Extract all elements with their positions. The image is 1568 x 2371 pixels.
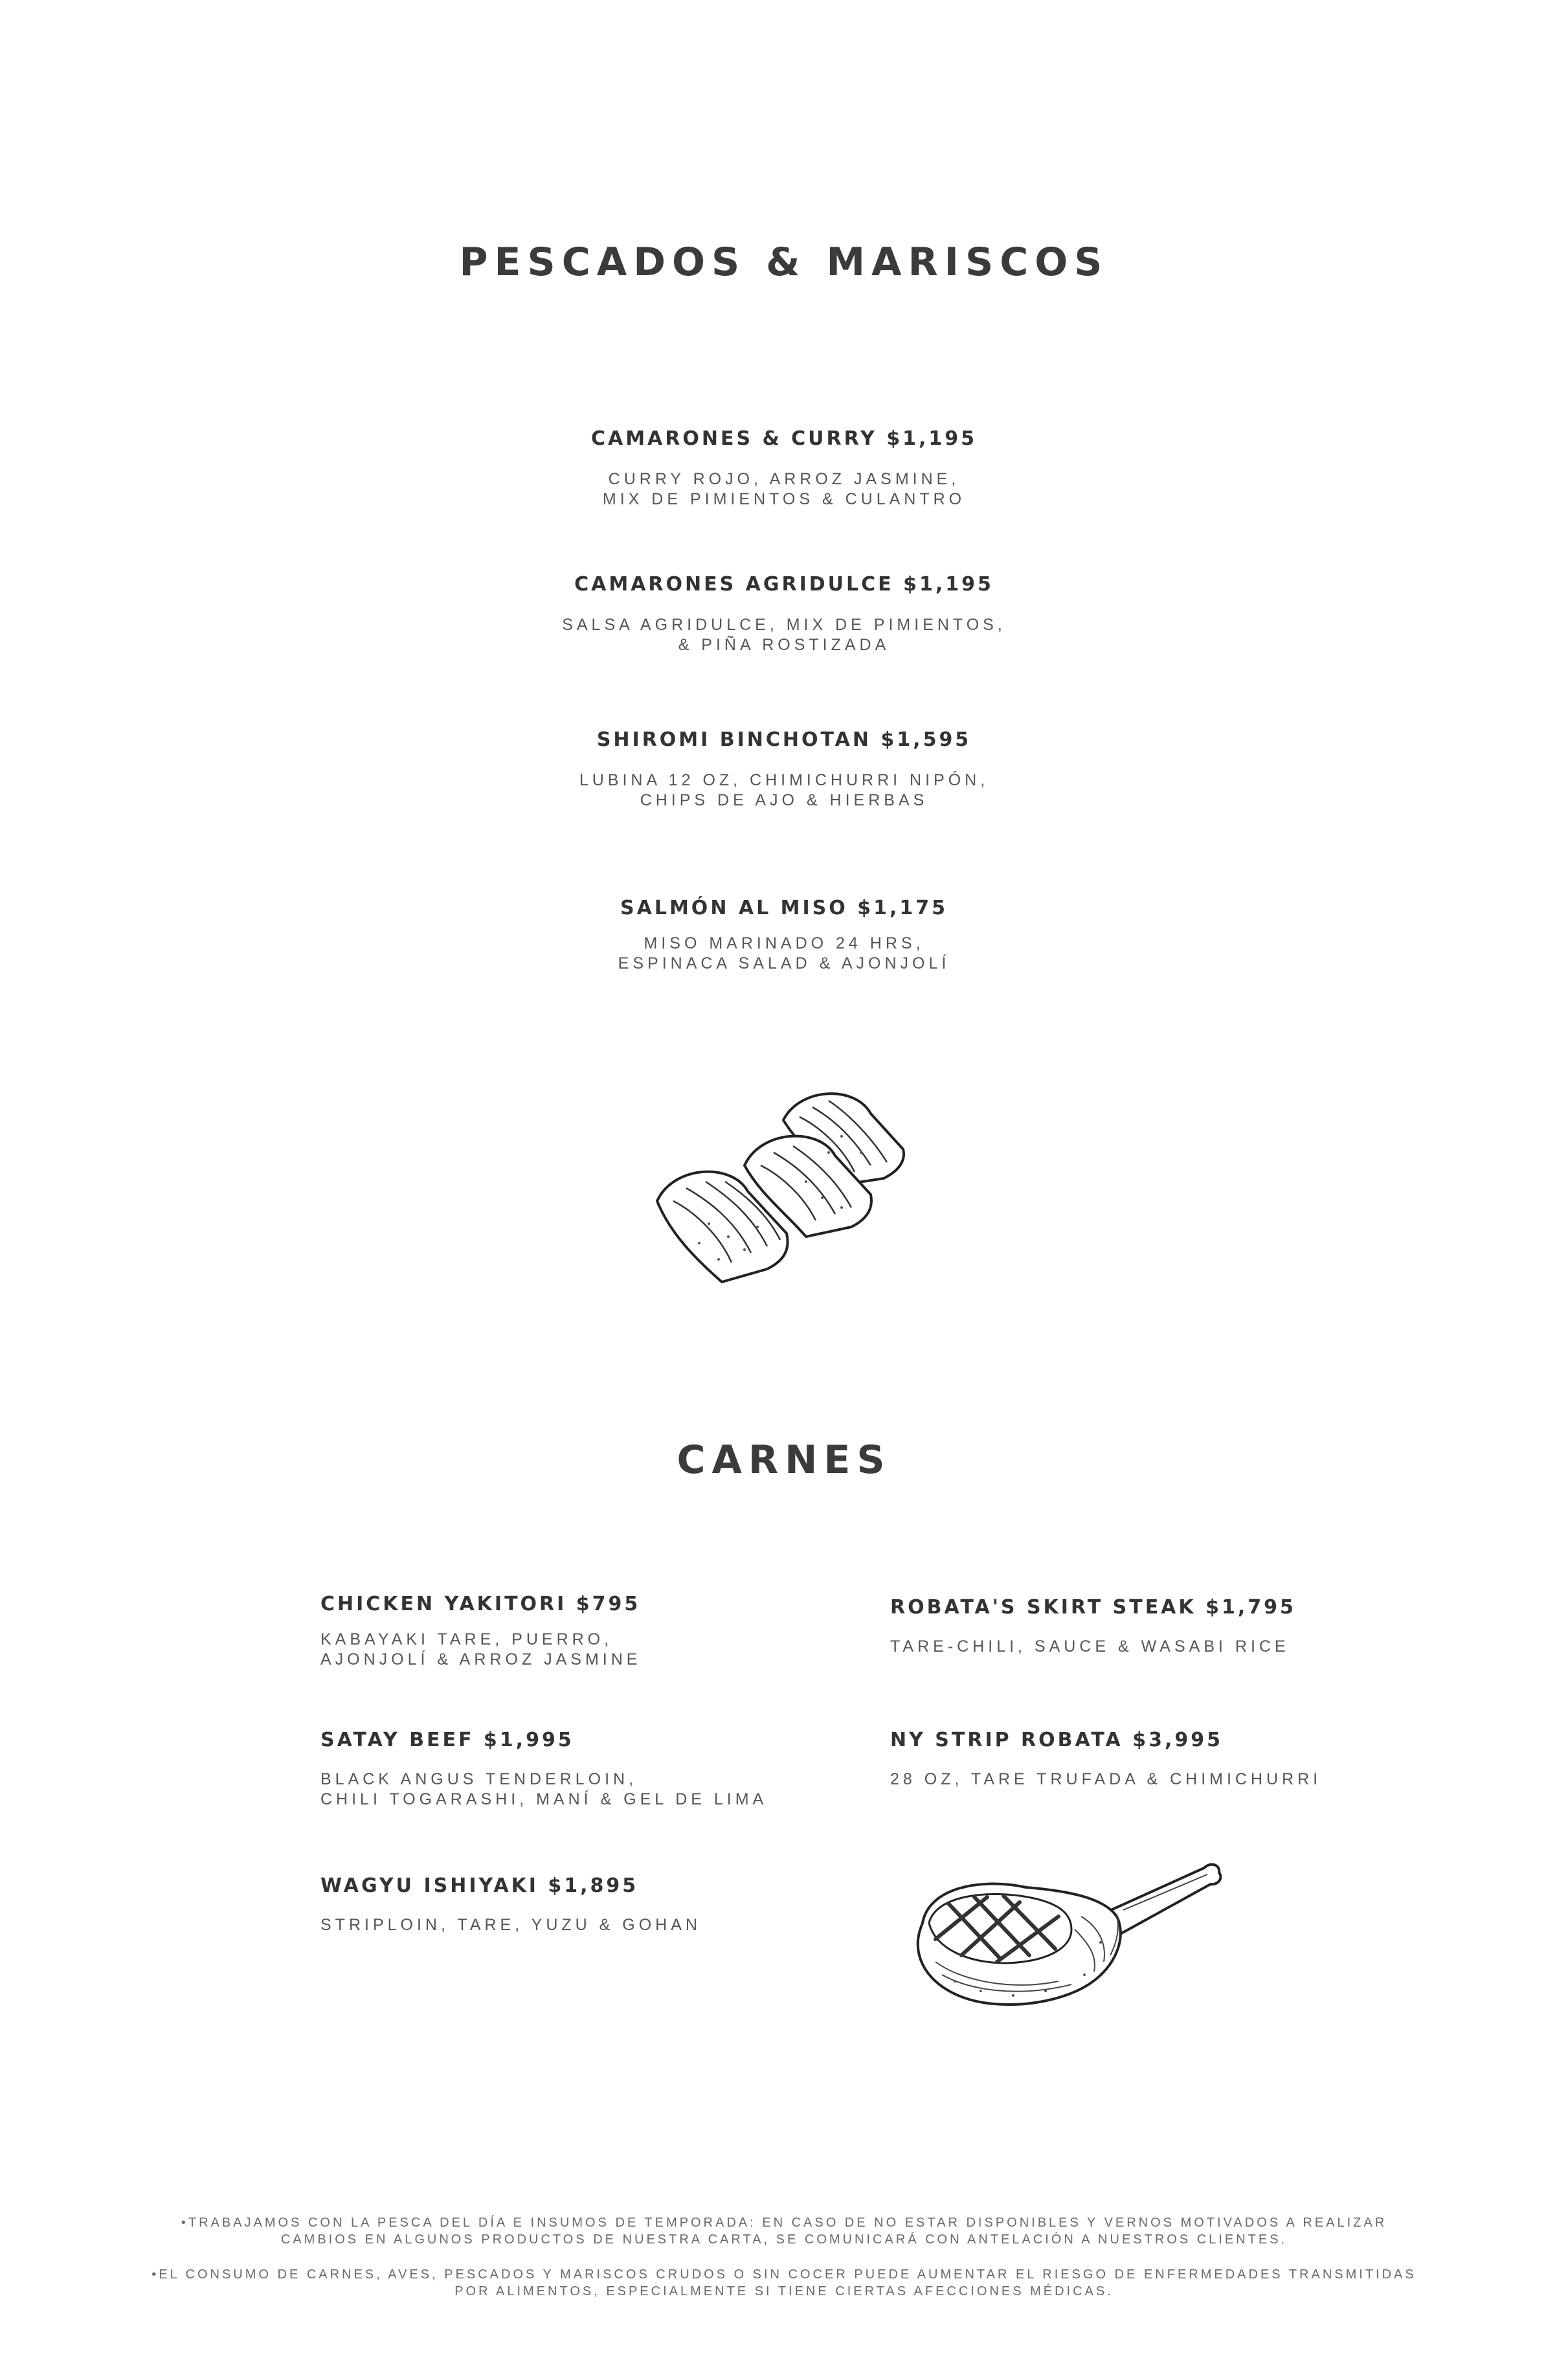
dish-description: TARE-CHILI, SAUCE & WASABI RICE xyxy=(890,1637,1290,1656)
dish-camarones-curry xyxy=(0,427,1568,510)
dish-description: STRIPLOIN, TARE, YUZU & GOHAN xyxy=(320,1916,701,1934)
footnote-health-warning: •EL CONSUMO DE CARNES, AVES, PESCADOS Y MARISCOS CRUDOS O SIN COCER PUEDE AUMENTAR EL RIESGO DE ENFERMEDADES TRANSMITIDAS POR ALIMENTOS, ESPECIALMENTE SI TIENE CIERTAS AFECCIONES MÉDICAS. xyxy=(151,2267,1417,2298)
dish-chicken-yakitori xyxy=(320,1593,641,1670)
tomahawk-steak-illustration xyxy=(910,1852,1227,2014)
section-title-seafood: PESCADOS & MARISCOS xyxy=(459,240,1109,285)
dish-name: SALMÓN AL MISO $1,175 xyxy=(620,897,948,919)
section-title-meats: CARNES xyxy=(677,1437,891,1483)
dish-description: KABAYAKI TARE, PUERRO, AJONJOLÍ & ARROZ JASMINE xyxy=(320,1630,642,1669)
dish-description: BLACK ANGUS TENDERLOIN, CHILI TOGARASHI, MANÍ & GEL DE LIMA xyxy=(320,1770,768,1808)
dish-wagyu-ishiyaki xyxy=(320,1874,701,1935)
dish-description: LUBINA 12 OZ, CHIMICHURRI NIPÓN, CHIPS DE AJO & HIERBAS xyxy=(579,771,989,809)
dish-name: CAMARONES AGRIDULCE $1,195 xyxy=(574,573,994,596)
dish-name: CAMARONES & CURRY $1,195 xyxy=(590,427,978,450)
dish-camarones-agridulce xyxy=(0,573,1568,655)
dish-name: NY STRIP ROBATA $3,995 xyxy=(890,1729,1223,1751)
salmon-fillets-illustration xyxy=(647,1075,919,1301)
dish-name: ROBATA'S SKIRT STEAK $1,795 xyxy=(890,1596,1296,1619)
dish-name: CHICKEN YAKITORI $795 xyxy=(320,1593,641,1615)
dish-name: SHIROMI BINCHOTAN $1,595 xyxy=(596,728,972,751)
dish-description: MISO MARINADO 24 HRS, ESPINACA SALAD & AJONJOLÍ xyxy=(618,934,950,972)
dish-description: 28 OZ, TARE TRUFADA & CHIMICHURRI xyxy=(890,1770,1322,1788)
dish-description: CURRY ROJO, ARROZ JASMINE, MIX DE PIMIENTOS & CULANTRO xyxy=(602,470,966,508)
dish-robata-skirt-steak xyxy=(890,1596,1296,1657)
dish-shiromi-binchotan xyxy=(0,728,1568,811)
dish-name: SATAY BEEF $1,995 xyxy=(320,1729,574,1751)
dish-description: SALSA AGRIDULCE, MIX DE PIMIENTOS, & PIÑA ROSTIZADA xyxy=(562,616,1006,654)
dish-name: WAGYU ISHIYAKI $1,895 xyxy=(320,1874,639,1897)
dish-salmon-miso xyxy=(0,897,1568,974)
dish-ny-strip-robata xyxy=(890,1729,1321,1790)
dish-satay-beef xyxy=(320,1729,767,1810)
footnote-seasonal: •TRABAJAMOS CON LA PESCA DEL DÍA E INSUMOS DE TEMPORADA: EN CASO DE NO ESTAR DISPONIBLES Y VERNOS MOTIVADOS A REALIZAR CAMBIOS EN ALGUNOS PRODUCTOS DE NUESTRA CARTA, SE COMUNICARÁ CON ANTELACIÓN A NUESTROS CLIENTES. xyxy=(181,2216,1387,2247)
